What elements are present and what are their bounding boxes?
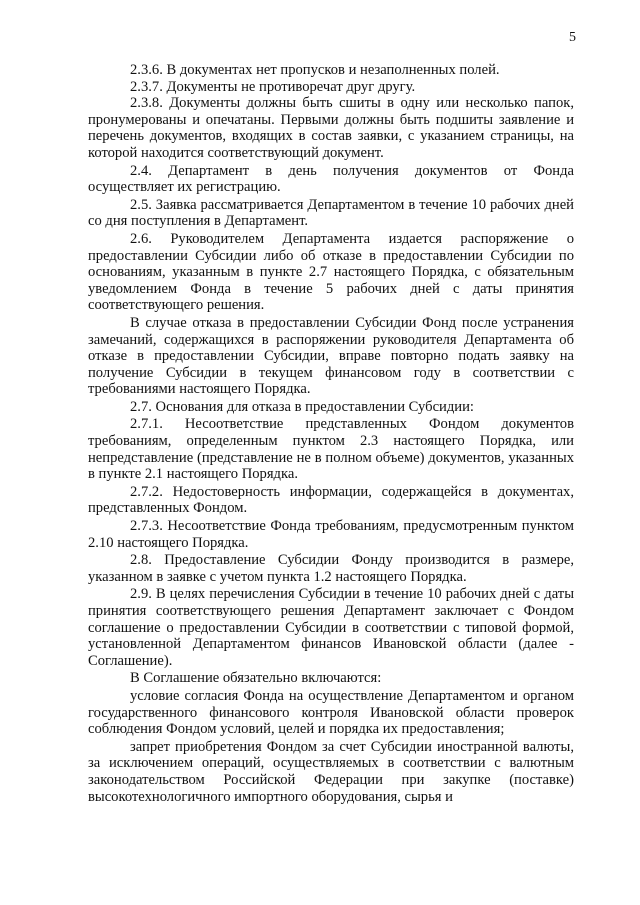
paragraph-2-8: 2.8. Предоставление Субсидии Фонду производится в размере, указанном в заявке с учетом пункта 1.2 настоящего Порядка.: [88, 552, 574, 585]
paragraph-2-9: 2.9. В целях перечисления Субсидии в течение 10 рабочих дней с даты принятия соответствующего решения Департамент заключает с Фондом соглашение о предоставлении Субсидии в соответствии с типовой формой, установленной Департаментом финансов Ивановской области (далее - Соглашение).: [88, 586, 574, 669]
paragraph-2-5: 2.5. Заявка рассматривается Департаментом в течение 10 рабочих дней со дня поступления в Департамент.: [88, 196, 574, 230]
paragraph-2-3-6: 2.3.6. В документах нет пропусков и незаполненных полей.: [130, 62, 500, 78]
page-number: 5: [569, 30, 576, 45]
paragraph-2-7-1: 2.7.1. Несоответствие представленных Фондом документов требованиям, определенным пунктом 2.3 настоящего Порядка, или непредставление (представление не в полном объеме) документов, указанных в пункте 2.1 настоящего Порядка.: [88, 416, 574, 483]
paragraph-2-7: 2.7. Основания для отказа в предоставлении Субсидии:: [130, 398, 474, 415]
paragraph-2-7-3: 2.7.3. Несоответствие Фонда требованиям, предусмотренным пунктом 2.10 настоящего Порядка.: [88, 518, 574, 551]
document-body: [88, 62, 574, 805]
paragraph-agreement-includes: В Соглашение обязательно включаются:: [130, 670, 382, 687]
paragraph-2-4: 2.4. Департамент в день получения документов от Фонда осуществляет их регистрацию.: [88, 162, 574, 196]
paragraph-refusal-resubmission: В случае отказа в предоставлении Субсидии Фонд после устранения замечаний, содержащихся в распоряжении руководителя Департамента об отказе в предоставлении Субсидии, вправе повторно подать заявку на получение Субсидии в текущем финансовом году в соответствии с требованиями настоящего Порядка.: [88, 314, 574, 398]
paragraph-2-3-7: 2.3.7. Документы не противоречат друг другу.: [130, 78, 416, 95]
paragraph-control-consent: условие согласия Фонда на осуществление Департаментом и органом государственного финансового контроля Ивановской области проверок соблюдения Фондом условий, целей и порядка их предоставления;: [88, 687, 574, 738]
paragraph-2-3-8: 2.3.8. Документы должны быть сшиты в одну или несколько папок, пронумерованы и опечатаны. Первыми должны быть подшиты заявление и перечень документов, входящих в состав заявки, с указанием страницы, на которой находится соответствующий документ.: [88, 95, 574, 161]
paragraph-2-7-2: 2.7.2. Недостоверность информации, содержащейся в документах, представленных Фондом.: [88, 483, 574, 517]
paragraph-currency-prohibition: запрет приобретения Фондом за счет Субсидии иностранной валюты, за исключением операций, осуществляемых в соответствии с валютным законодательством Российской Федерации при закупке (поставке) высокотехнологичного импортного оборудования, сырья и: [88, 738, 574, 805]
paragraph-2-6: 2.6. Руководителем Департамента издается распоряжение о предоставлении Субсидии либо об отказе в предоставлении Субсидии по основаниям, указанным в пункте 2.7 настоящего Порядка, с обязательным уведомлением Фонда в течение 5 рабочих дней с даты принятия соответствующего решения.: [88, 230, 574, 314]
